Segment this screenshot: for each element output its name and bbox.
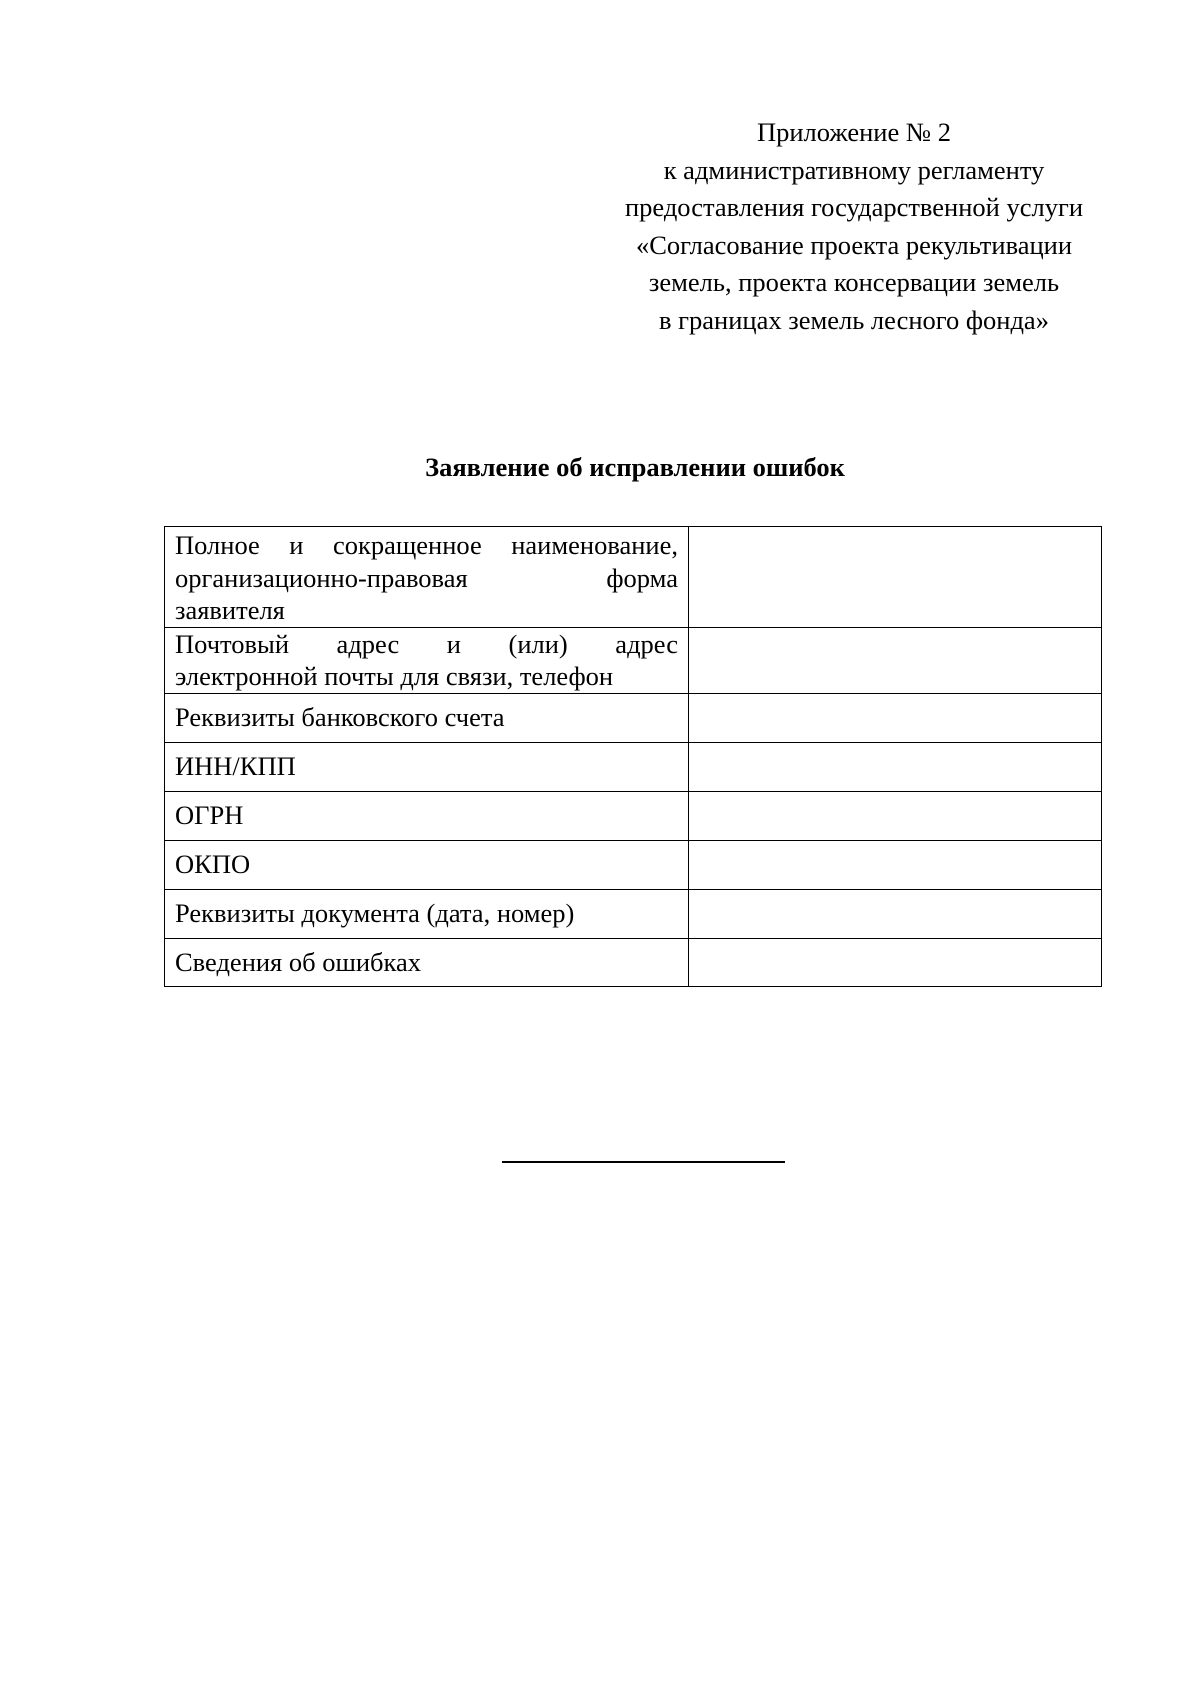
table-row bbox=[165, 840, 1102, 889]
label-line: Полное и сокращенное наименование, bbox=[175, 530, 678, 560]
label-line: электронной почты для связи, телефон bbox=[175, 661, 614, 691]
ogrn-field[interactable] bbox=[689, 791, 1102, 840]
postal-address-label bbox=[165, 627, 689, 693]
error-info-label: Сведения об ошибках bbox=[165, 938, 689, 986]
appendix-line: предоставления государственной услуги bbox=[624, 192, 1084, 223]
table-row bbox=[165, 527, 1102, 628]
appendix-line: «Согласование проекта рекультивации bbox=[635, 229, 1073, 260]
label-line: Почтовый адрес и (или) адрес bbox=[175, 628, 678, 659]
document-details-field[interactable] bbox=[689, 889, 1102, 938]
document-title: Заявление об исправлении ошибок bbox=[425, 452, 845, 482]
bank-account-label: Реквизиты банковского счета bbox=[165, 693, 689, 742]
applicant-name-field[interactable] bbox=[689, 527, 1102, 628]
ogrn-label: ОГРН bbox=[165, 791, 689, 840]
error-info-field[interactable] bbox=[689, 938, 1102, 986]
appendix-line: земель, проекта консервации земель bbox=[648, 267, 1060, 298]
table-row bbox=[165, 889, 1102, 938]
table-row bbox=[165, 627, 1102, 693]
table-row bbox=[165, 938, 1102, 986]
inn-kpp-field[interactable] bbox=[689, 742, 1102, 791]
inn-kpp-label: ИНН/КПП bbox=[165, 742, 689, 791]
table-row bbox=[165, 742, 1102, 791]
application-form-table bbox=[164, 526, 1102, 987]
okpo-label: ОКПО bbox=[165, 840, 689, 889]
bank-account-field[interactable] bbox=[689, 693, 1102, 742]
signature-line bbox=[502, 1161, 785, 1163]
postal-address-field[interactable] bbox=[689, 627, 1102, 693]
label-line: организационно-правовая форма bbox=[175, 562, 678, 593]
appendix-line: Приложение № 2 bbox=[756, 117, 951, 147]
applicant-name-label bbox=[165, 527, 689, 628]
document-details-label: Реквизиты документа (дата, номер) bbox=[165, 889, 689, 938]
table-row bbox=[165, 791, 1102, 840]
appendix-header bbox=[604, 114, 1104, 340]
appendix-line: в границах земель лесного фонда» bbox=[659, 304, 1049, 335]
table-row bbox=[165, 693, 1102, 742]
okpo-field[interactable] bbox=[689, 840, 1102, 889]
appendix-line: к административному регламенту bbox=[663, 154, 1045, 185]
label-line: заявителя bbox=[175, 595, 285, 625]
